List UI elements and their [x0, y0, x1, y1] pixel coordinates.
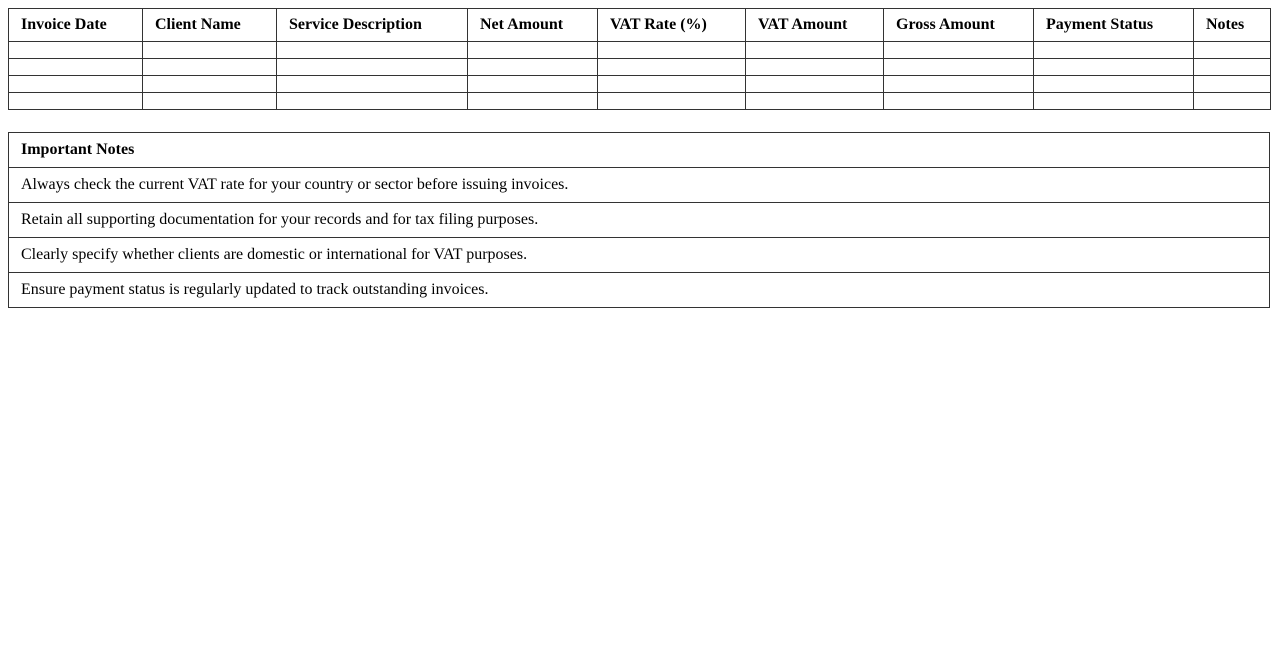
table-cell[interactable] [143, 42, 277, 59]
note-text: Clearly specify whether clients are domestic or international for VAT purposes. [9, 238, 1270, 273]
invoice-table-body [9, 42, 1271, 110]
table-row [9, 76, 1271, 93]
table-cell[interactable] [884, 59, 1034, 76]
invoice-table-header [9, 9, 1271, 42]
table-cell[interactable] [1034, 93, 1194, 110]
header-row [9, 9, 1271, 42]
table-cell[interactable] [1034, 42, 1194, 59]
table-cell[interactable] [1194, 59, 1271, 76]
column-header-service-description: Service Description [277, 9, 468, 42]
table-cell[interactable] [884, 93, 1034, 110]
column-header-invoice-date: Invoice Date [9, 9, 143, 42]
table-cell[interactable] [1034, 59, 1194, 76]
table-cell[interactable] [468, 59, 598, 76]
table-cell[interactable] [1034, 76, 1194, 93]
column-header-gross-amount: Gross Amount [884, 9, 1034, 42]
table-cell[interactable] [277, 76, 468, 93]
table-cell[interactable] [277, 42, 468, 59]
important-notes-table [8, 132, 1270, 308]
table-cell[interactable] [143, 59, 277, 76]
table-cell[interactable] [277, 93, 468, 110]
table-cell[interactable] [143, 76, 277, 93]
list-item [9, 238, 1270, 273]
table-row [9, 93, 1271, 110]
notes-header-row [9, 133, 1270, 168]
table-cell[interactable] [746, 93, 884, 110]
column-header-client-name: Client Name [143, 9, 277, 42]
table-cell[interactable] [468, 42, 598, 59]
table-cell[interactable] [9, 59, 143, 76]
important-notes-header [9, 133, 1270, 168]
column-header-vat-rate: VAT Rate (%) [598, 9, 746, 42]
table-cell[interactable] [1194, 76, 1271, 93]
table-cell[interactable] [598, 93, 746, 110]
table-cell[interactable] [746, 59, 884, 76]
table-cell[interactable] [143, 93, 277, 110]
list-item [9, 273, 1270, 308]
table-cell[interactable] [9, 76, 143, 93]
table-cell[interactable] [468, 93, 598, 110]
important-notes-body [9, 168, 1270, 308]
table-cell[interactable] [1194, 42, 1271, 59]
note-text: Ensure payment status is regularly updated to track outstanding invoices. [9, 273, 1270, 308]
table-cell[interactable] [9, 93, 143, 110]
table-row [9, 42, 1271, 59]
column-header-notes: Notes [1194, 9, 1271, 42]
table-cell[interactable] [598, 76, 746, 93]
table-cell[interactable] [884, 42, 1034, 59]
table-cell[interactable] [746, 42, 884, 59]
table-cell[interactable] [468, 76, 598, 93]
column-header-net-amount: Net Amount [468, 9, 598, 42]
column-header-payment-status: Payment Status [1034, 9, 1194, 42]
column-header-vat-amount: VAT Amount [746, 9, 884, 42]
note-text: Always check the current VAT rate for your country or sector before issuing invoices. [9, 168, 1270, 203]
table-cell[interactable] [277, 59, 468, 76]
table-cell[interactable] [884, 76, 1034, 93]
table-row [9, 59, 1271, 76]
invoice-table [8, 8, 1271, 110]
table-cell[interactable] [746, 76, 884, 93]
table-cell[interactable] [1194, 93, 1271, 110]
table-cell[interactable] [9, 42, 143, 59]
table-cell[interactable] [598, 59, 746, 76]
list-item [9, 168, 1270, 203]
note-text: Retain all supporting documentation for your records and for tax filing purposes. [9, 203, 1270, 238]
table-cell[interactable] [598, 42, 746, 59]
list-item [9, 203, 1270, 238]
important-notes-title: Important Notes [9, 133, 1270, 168]
